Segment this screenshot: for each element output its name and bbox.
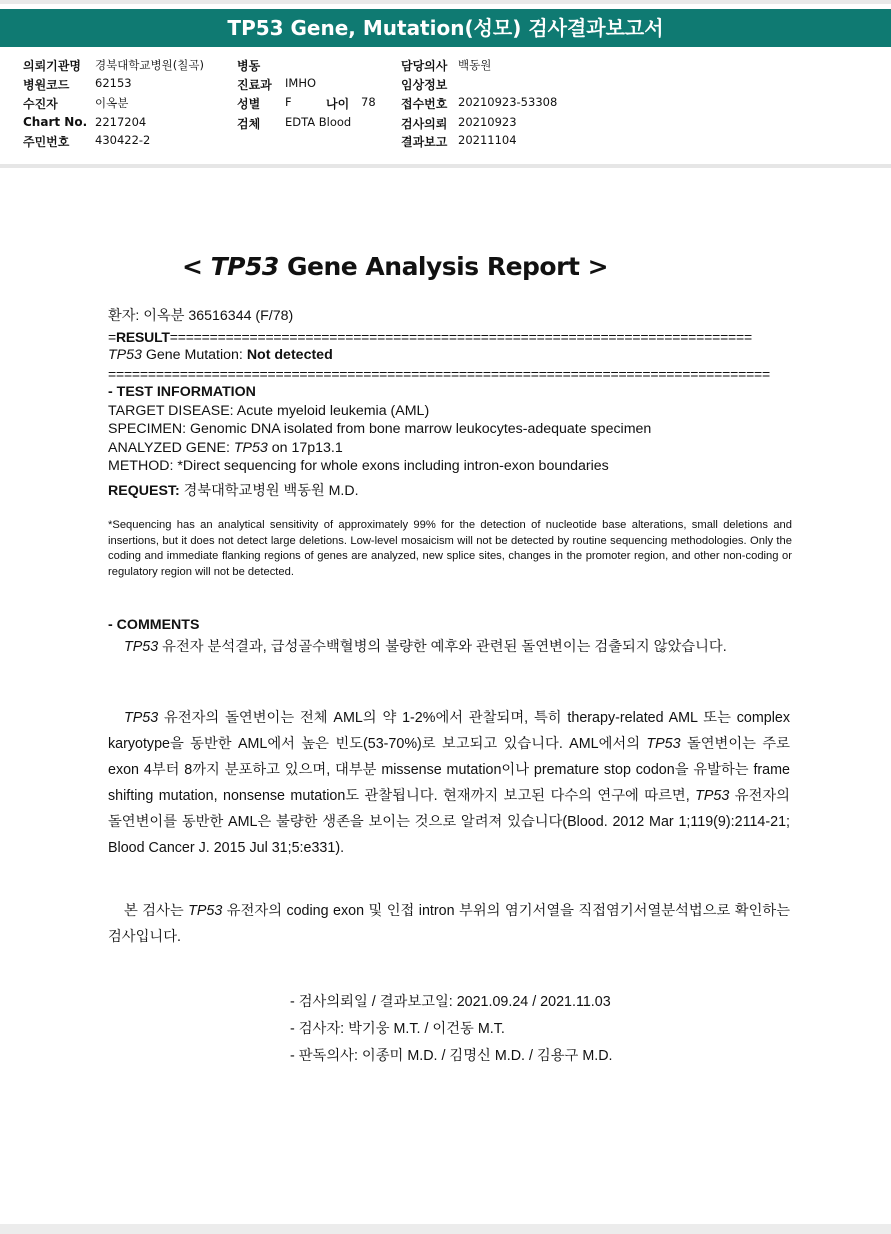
- info-value: EDTA Blood: [285, 115, 352, 129]
- mutation-gene: TP53: [108, 347, 142, 363]
- info-label: 병원코드: [23, 78, 70, 92]
- report-title: [0, 252, 790, 281]
- result-prefix: =: [108, 329, 116, 345]
- info-value: 백동원: [458, 58, 492, 72]
- request: [108, 480, 359, 500]
- method: METHOD: *Direct sequencing for whole exons including intron-exon boundaries: [108, 458, 609, 474]
- mutation-value: Not detected: [246, 347, 333, 363]
- result-label: RESULT: [115, 329, 170, 345]
- specimen: SPECIMEN: Genomic DNA isolated from bone marrow leukocytes-adequate specimen: [108, 421, 652, 437]
- comment1-gene: TP53: [124, 639, 159, 655]
- info-label: 임상정보: [401, 78, 448, 92]
- mutation-result: [108, 347, 333, 363]
- info-label: 성별: [237, 97, 261, 111]
- request-value: 경북대학교병원 백동원 M.D.: [179, 483, 359, 499]
- comment-paragraph-2: [108, 705, 790, 861]
- comment1-text: 유전자 분석결과, 급성골수백혈병의 불량한 예후와 관련된 돌연변이는 검출되지 않았습니다.: [158, 639, 727, 655]
- report-title-open: <: [181, 252, 211, 281]
- patient-line: 환자: 이옥분 36516344 (F/78): [108, 308, 294, 324]
- info-value: 20210923: [458, 115, 517, 129]
- info-value: 20211104: [458, 133, 517, 147]
- patient-info-panel: [0, 53, 891, 163]
- signature-doctors: - 판독의사: 이종미 M.D. / 김명신 M.D. / 김용구 M.D.: [290, 1048, 613, 1064]
- signature-dates: - 검사의뢰일 / 결과보고일: 2021.09.24 / 2021.11.03: [290, 994, 611, 1010]
- info-label: 검사의뢰: [401, 117, 448, 131]
- result-equals: =========================================================================: [169, 329, 752, 345]
- info-value: 62153: [95, 76, 132, 90]
- info-label: 담당의사: [401, 59, 448, 73]
- top-border: [0, 0, 891, 4]
- comment2-text-c: 유전자의 돌연변이를 동반한 AML은 불량한 생존을 보이는 것으로 알려져 있습니다(Blood. 2012 Mar 1;119(9):2114-21; Blood Cancer J. 2015 Jul 31;5:e331).: [108, 788, 790, 856]
- info-value: IMHO: [285, 76, 317, 90]
- report-title-rest: Gene Analysis Report >: [278, 252, 609, 281]
- target-disease: TARGET DISEASE: Acute myeloid leukemia (AML): [108, 403, 430, 419]
- info-value: 이옥분: [95, 96, 129, 110]
- comment3-prefix: 본 검사는: [124, 903, 189, 919]
- info-label: 진료과: [237, 78, 272, 92]
- comment3-text: 유전자의 coding exon 및 인접 intron 부위의 염기서열을 직접염기서열분석법으로 확인하는 검사입니다.: [108, 903, 791, 945]
- request-label: REQUEST:: [108, 483, 180, 499]
- analyzed-gene: [108, 440, 343, 456]
- info-label: 결과보고: [401, 135, 448, 149]
- report-title-gene: TP53: [210, 252, 279, 281]
- signature-technicians: - 검사자: 박기웅 M.T. / 이건동 M.T.: [290, 1021, 505, 1037]
- info-value: 430422-2: [95, 133, 151, 147]
- info-value: 78: [361, 95, 376, 109]
- analyzed-gene-name: TP53: [233, 440, 268, 456]
- info-value: F: [285, 95, 292, 109]
- comment3-gene: TP53: [188, 903, 223, 919]
- test-info-heading: - TEST INFORMATION: [108, 384, 256, 400]
- result-header: [108, 329, 753, 345]
- info-label: 병동: [237, 59, 261, 73]
- result-divider: ===================================================================================: [108, 366, 770, 382]
- comment2-gene2: TP53: [646, 736, 681, 752]
- info-label: 접수번호: [401, 97, 448, 111]
- comment-paragraph-1: [108, 634, 790, 660]
- comment2-gene: TP53: [124, 710, 159, 726]
- info-label: Chart No.: [23, 115, 88, 129]
- header-separator: [0, 164, 891, 168]
- info-label: 나이: [326, 97, 350, 111]
- mutation-label: Gene Mutation:: [141, 347, 247, 363]
- comment2-text-a: 유전자의 돌연변이는 전체 AML의 약 1-2%에서 관찰되며, 특히 therapy-related AML 또는 complex karyotype을 동반한 AML에서 높은 빈도(53-70%)로 보고되고 있습니다. AML에서의: [108, 710, 790, 752]
- bottom-border: [0, 1224, 891, 1234]
- info-label: 검체: [237, 117, 261, 131]
- analyzed-gene-loc: on 17p13.1: [267, 440, 343, 456]
- analyzed-gene-label: ANALYZED GENE:: [108, 440, 234, 456]
- comment-paragraph-3: [108, 898, 790, 950]
- comment2-gene3: TP53: [695, 788, 730, 804]
- info-label: 주민번호: [23, 135, 70, 149]
- page-title: TP53 Gene, Mutation(성모) 검사결과보고서: [0, 9, 891, 47]
- info-value: 2217204: [95, 115, 147, 129]
- footnote: *Sequencing has an analytical sensitivity of approximately 99% for the detection of nucleotide base alterations, small deletions and insertions, but it does not detect large deletions. Low-level mosaicism will not be detected by routine sequencing methodologies. Only the coding and immediate flanking regions of genes are analyzed, new splice sites, changes in the promoter region, and other non-coding or regulatory region will not be detected.: [108, 519, 792, 578]
- comment2-text-b: 돌연변이는 주로 exon 4부터 8까지 분포하고 있으며, 대부분 missense mutation이나 premature stop codon을 유발하는 frame shifting mutation, nonsense mutation도 관찰됩니다. 현재까지 보고된 다수의 연구에 따르면,: [108, 736, 790, 804]
- info-value: 경북대학교병원(칠곡): [95, 58, 204, 72]
- info-label: 수진자: [23, 97, 58, 111]
- comments-heading: - COMMENTS: [108, 617, 200, 633]
- info-label: 의뢰기관명: [23, 59, 81, 73]
- info-value: 20210923-53308: [458, 95, 558, 109]
